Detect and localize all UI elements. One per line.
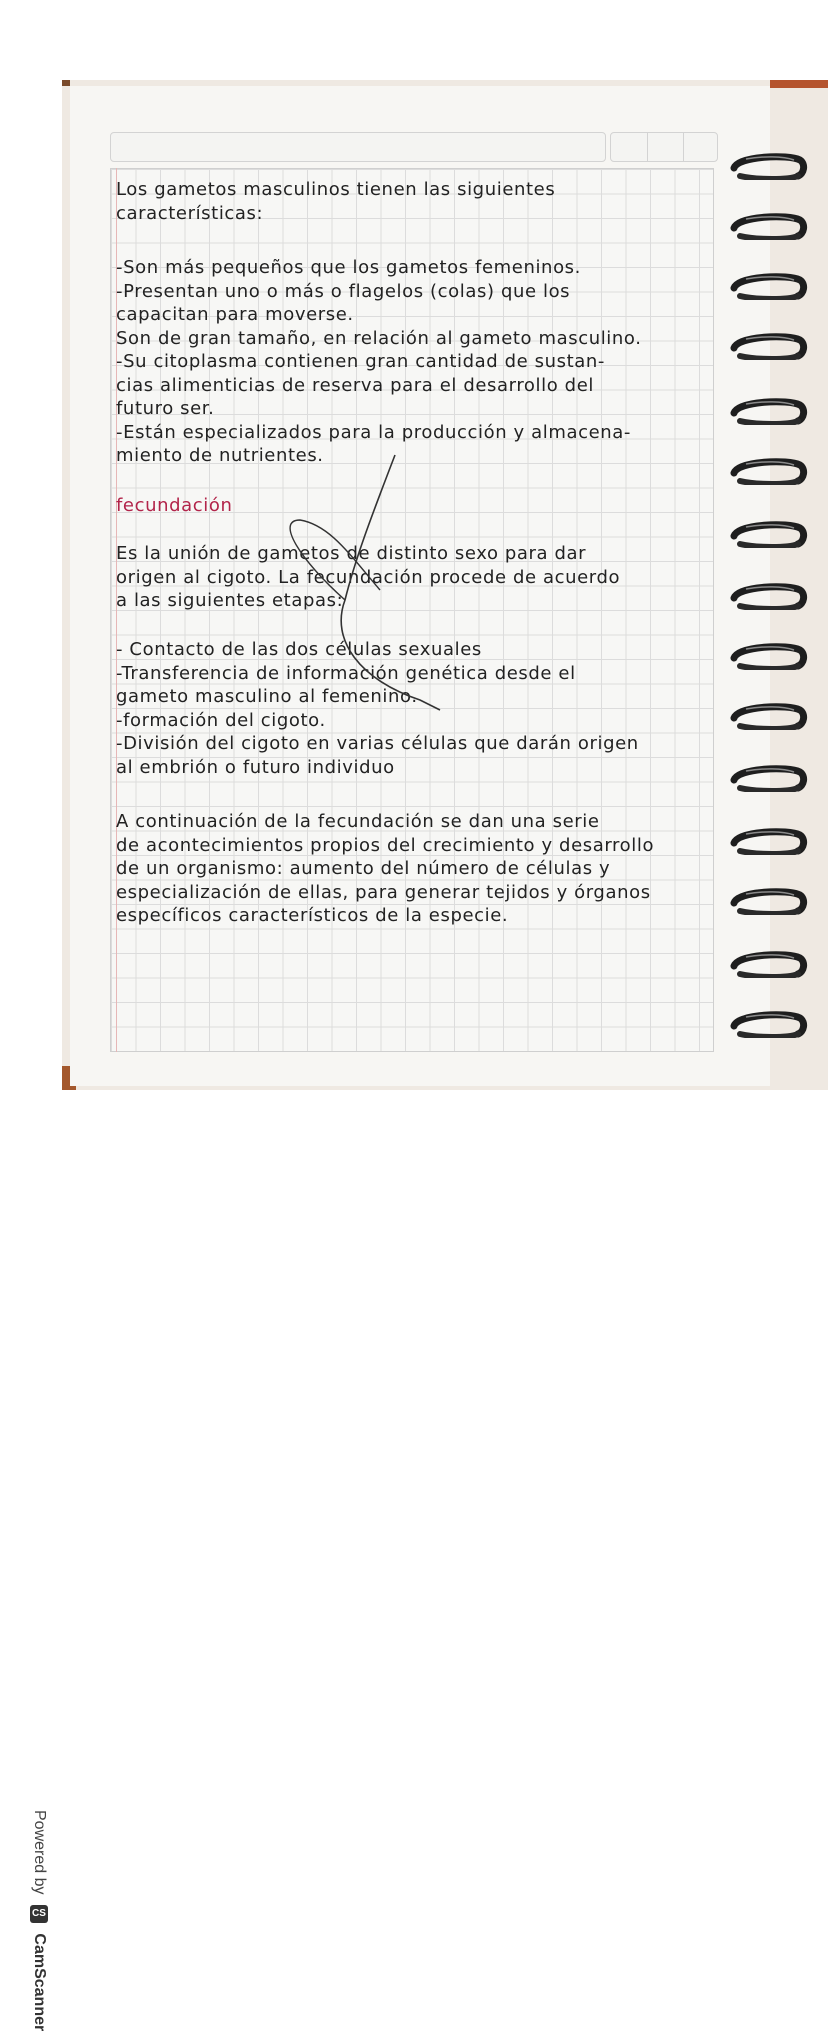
spiral-ring xyxy=(728,580,808,610)
spiral-ring xyxy=(728,210,808,240)
list-item: cias alimenticias de reserva para el desarrollo del xyxy=(116,374,594,396)
camscanner-logo-icon: CS xyxy=(30,1905,48,1923)
text-line: origen al cigoto. La fecundación procede de acuerdo xyxy=(116,566,621,588)
desk-corner xyxy=(62,80,70,86)
spiral-ring xyxy=(728,948,808,978)
spiral-ring xyxy=(728,150,808,180)
list-item: -formación del cigoto. xyxy=(116,709,326,731)
text-line: características: xyxy=(116,202,264,224)
heading-text: fecundación xyxy=(116,495,233,516)
date-box xyxy=(610,132,718,162)
text-line: Los gametos masculinos tienen las siguientes xyxy=(116,179,556,200)
text-line: de un organismo: aumento del número de células y xyxy=(116,858,611,879)
watermark-text xyxy=(30,1810,48,2031)
list-item: -Están especializados para la producción y almacena- xyxy=(116,421,632,443)
traits-list xyxy=(116,256,726,468)
text-line: A continuación de la fecundación se dan una serie xyxy=(116,811,600,832)
list-item: al embrión o futuro individuo xyxy=(116,756,395,778)
list-item: futuro ser. xyxy=(116,398,215,419)
list-item: -Son más pequeños que los gametos femeninos. xyxy=(116,257,581,278)
text-line: Es la unión de gametos de distinto sexo para dar xyxy=(116,543,587,564)
page-header-box xyxy=(110,132,606,162)
spiral-ring xyxy=(728,395,808,425)
list-item: -División del cigoto en varias células que darán origen xyxy=(116,733,639,754)
list-item: -Su citoplasma contienen gran cantidad de sustan- xyxy=(116,351,605,372)
watermark-brand: CamScanner xyxy=(30,1933,48,2031)
desk-edge xyxy=(770,80,828,88)
text-line: a las siguientes etapas: xyxy=(116,590,344,611)
text-line: de acontecimientos propios del crecimiento y desarrollo xyxy=(116,834,655,856)
list-item: gameto masculino al femenino. xyxy=(116,686,418,707)
text-line: especialización de ellas, para generar tejidos y órganos xyxy=(116,881,651,903)
list-item: Son de gran tamaño, en relación al gameto masculino. xyxy=(116,327,642,349)
definition-paragraph xyxy=(116,542,726,613)
spiral-ring xyxy=(728,1008,808,1038)
intro-paragraph xyxy=(116,178,726,225)
spiral-ring xyxy=(728,330,808,360)
spiral-ring xyxy=(728,270,808,300)
spiral-ring xyxy=(728,700,808,730)
spiral-ring xyxy=(728,762,808,792)
list-item: -Presentan uno o más o flagelos (colas) que los xyxy=(116,280,571,302)
list-item: - Contacto de las dos células sexuales xyxy=(116,639,482,660)
list-item: capacitan para moverse. xyxy=(116,304,354,325)
camscanner-watermark xyxy=(16,905,48,2031)
watermark-prefix: Powered by xyxy=(30,1810,48,1895)
text-line: específicos característicos de la especie. xyxy=(116,905,509,926)
stages-list xyxy=(116,638,726,779)
spiral-ring xyxy=(728,455,808,485)
list-item: -Transferencia de información genética desde el xyxy=(116,662,576,684)
spiral-ring xyxy=(728,885,808,915)
spiral-ring xyxy=(728,518,808,548)
list-item: miento de nutrientes. xyxy=(116,445,324,466)
closing-paragraph xyxy=(116,810,726,928)
spiral-ring xyxy=(728,640,808,670)
section-heading xyxy=(116,494,726,518)
spiral-ring xyxy=(728,825,808,855)
